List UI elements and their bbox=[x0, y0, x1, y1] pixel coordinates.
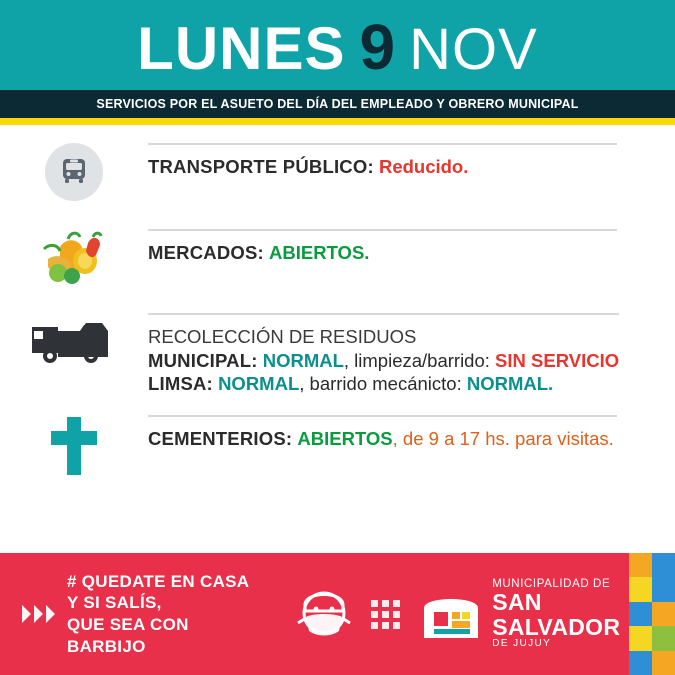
residuos-line-municipal bbox=[148, 349, 619, 373]
dot-grid-decoration bbox=[371, 600, 400, 629]
service-body-transporte bbox=[148, 143, 675, 179]
cementerios-label: CEMENTERIOS: bbox=[148, 428, 293, 449]
header-date-number: 9 bbox=[359, 11, 396, 83]
row-rule bbox=[148, 313, 619, 315]
cementerios-note: , de 9 a 17 hs. para visitas. bbox=[392, 428, 614, 449]
service-body-mercados bbox=[148, 229, 675, 265]
residuos-limsa-sep: , barrido mecánicto: bbox=[299, 373, 467, 395]
slogan-line-2: Y SI SALÍS, bbox=[67, 593, 162, 613]
residuos-limsa-value-1: NORMAL bbox=[218, 373, 300, 395]
service-row-residuos bbox=[0, 313, 675, 396]
footer bbox=[0, 553, 675, 675]
vegetables-icon bbox=[38, 229, 110, 291]
subtitle-bar bbox=[0, 90, 675, 118]
bus-icon bbox=[45, 143, 103, 201]
vegetables-icon-container bbox=[0, 229, 148, 291]
subtitle-text bbox=[96, 97, 578, 111]
services-list bbox=[0, 125, 675, 553]
municipality-mark-icon bbox=[420, 586, 482, 642]
accent-divider bbox=[0, 118, 675, 125]
footer-slogan bbox=[67, 571, 271, 658]
face-mask-icon bbox=[293, 581, 355, 647]
residuos-municipal-value-2: SIN SERVICIO bbox=[495, 349, 620, 371]
residuos-line-limsa bbox=[148, 372, 619, 396]
transporte-line bbox=[148, 155, 617, 179]
municipality-line-3: DE JUJUY bbox=[492, 638, 552, 650]
transporte-value: Reducido. bbox=[378, 156, 469, 177]
garbage-truck-icon bbox=[28, 313, 120, 367]
service-row-cementerios bbox=[0, 415, 675, 477]
mercados-value: ABIERTOS. bbox=[269, 242, 370, 263]
slogan-line-3: QUE SEA CON BARBIJO bbox=[67, 615, 189, 656]
transporte-label: TRANSPORTE PÚBLICO: bbox=[148, 156, 374, 177]
header-day: LUNES bbox=[137, 15, 346, 82]
residuos-municipal-sep: , limpieza/barrido: bbox=[343, 349, 496, 371]
residuos-title: RECOLECCIÓN DE RESIDUOS bbox=[148, 326, 417, 347]
header-month: NOV bbox=[409, 17, 538, 82]
municipality-line-2: SAN SALVADOR bbox=[492, 589, 621, 640]
service-body-cementerios bbox=[148, 415, 675, 451]
residuos-municipal-value-1: NORMAL bbox=[262, 349, 344, 371]
subtitle-strong: DÍA DEL EMPLEADO Y OBRERO MUNICIPAL bbox=[306, 97, 579, 111]
mercados-label: MERCADOS: bbox=[148, 242, 264, 263]
bus-icon-container bbox=[0, 143, 148, 201]
residuos-limsa-value-2: NORMAL. bbox=[466, 373, 554, 395]
municipality-line-1: MUNICIPALIDAD DE bbox=[492, 578, 611, 591]
header-title bbox=[137, 11, 538, 83]
mercados-line bbox=[148, 241, 617, 265]
service-row-transporte bbox=[0, 143, 675, 201]
row-rule bbox=[148, 415, 617, 417]
garbage-truck-icon-container bbox=[0, 313, 148, 367]
service-row-mercados bbox=[0, 229, 675, 291]
service-body-residuos bbox=[148, 313, 675, 396]
slogan-line-1: # QUEDATE EN CASA bbox=[67, 571, 250, 591]
cross-icon bbox=[47, 415, 101, 477]
residuos-municipal-label: MUNICIPAL: bbox=[148, 349, 258, 371]
corner-color-blocks bbox=[629, 553, 675, 675]
residuos-limsa-label: LIMSA: bbox=[148, 373, 213, 395]
header bbox=[0, 0, 675, 90]
row-rule bbox=[148, 143, 617, 145]
cementerios-value: ABIERTOS bbox=[297, 428, 393, 449]
row-rule bbox=[148, 229, 617, 231]
cementerios-line bbox=[148, 427, 617, 451]
chevrons-icon bbox=[22, 605, 55, 623]
cross-icon-container bbox=[0, 415, 148, 477]
subtitle-prefix: SERVICIOS POR EL ASUETO DEL bbox=[96, 97, 307, 111]
